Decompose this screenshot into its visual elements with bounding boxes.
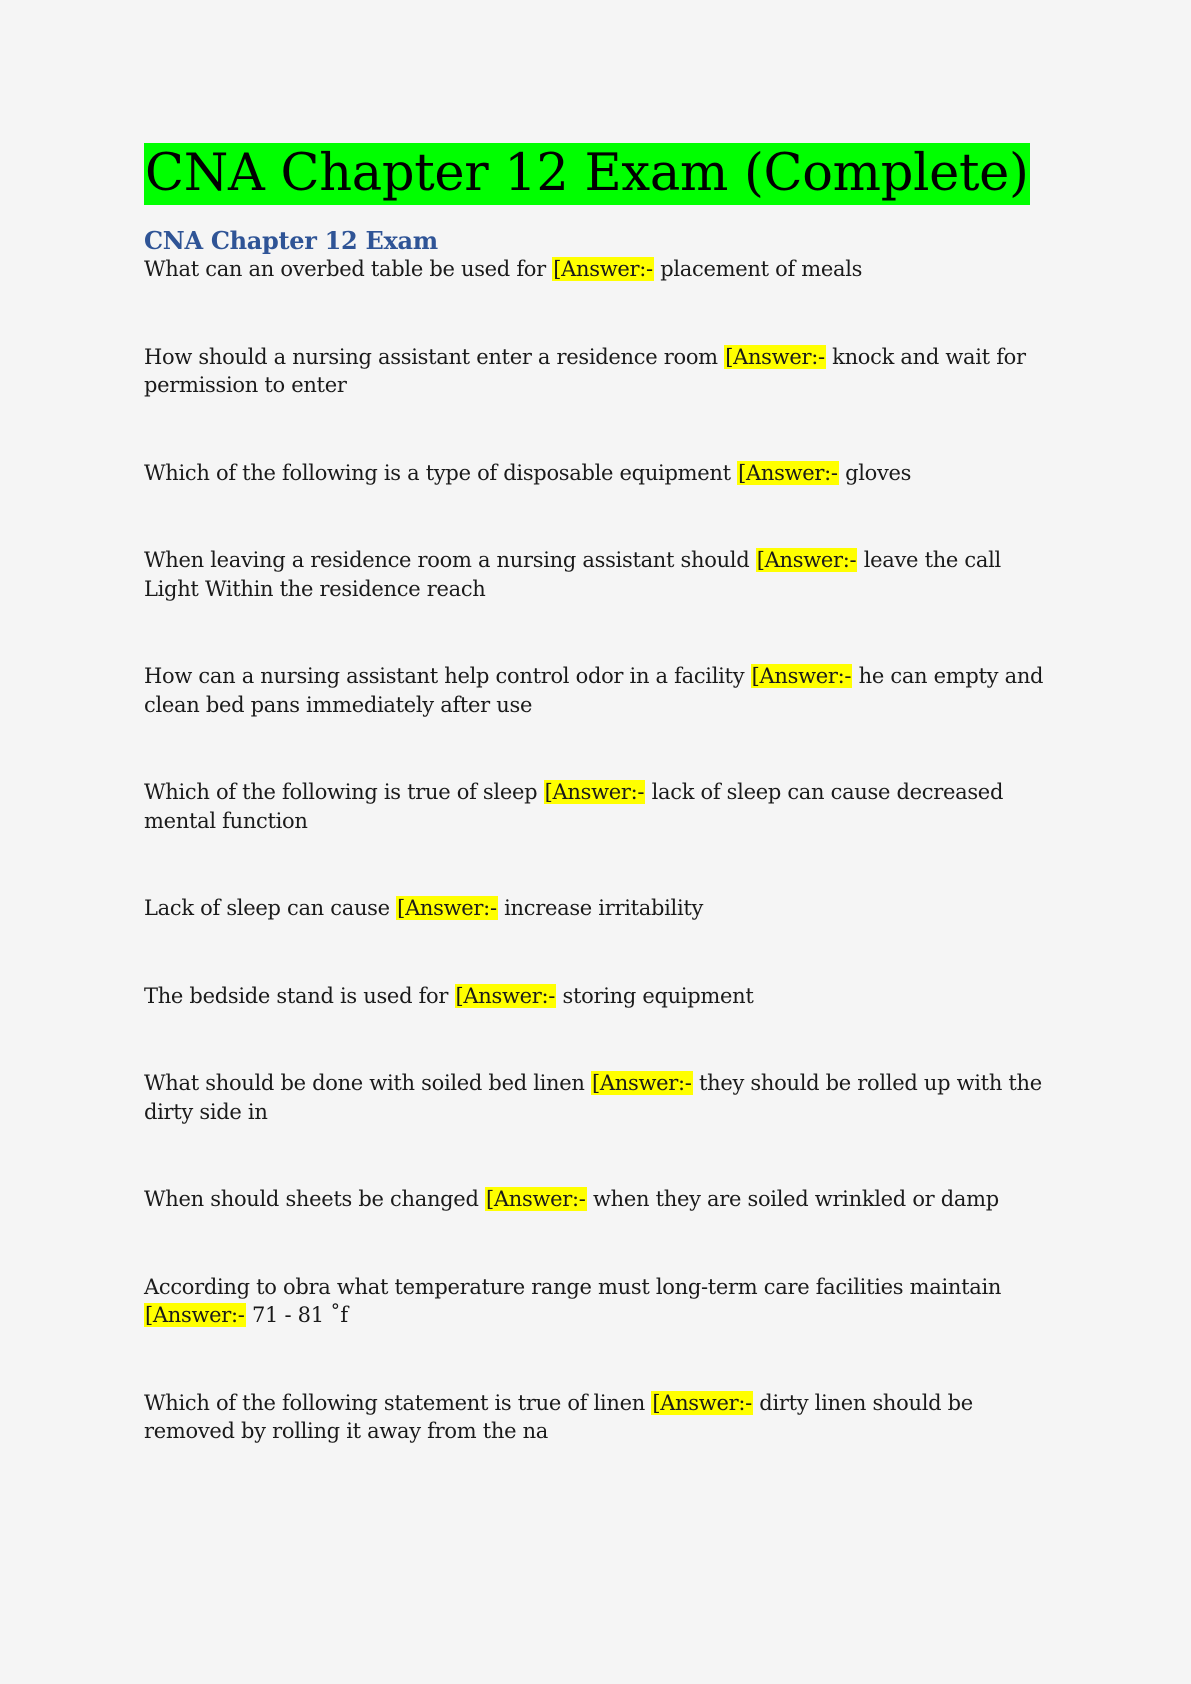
document-page [144, 143, 1044, 1505]
list-item [144, 546, 1044, 603]
answer-marker: [Answer:- [751, 664, 852, 688]
question-text: How can a nursing assistant help control odor in a facility [144, 664, 745, 688]
list-item [144, 343, 1044, 400]
answer-text: knock and wait for permission to enter [144, 344, 1026, 397]
question-text: Which of the following statement is true of linen [144, 1390, 645, 1415]
answer-text: lack of sleep can cause decreased mental function [144, 780, 1004, 833]
question-text: According to obra what temperature range must long-term care facilities maintain [144, 1274, 1002, 1299]
answer-text: he can empty and clean bed pans immediately after use [144, 664, 1044, 717]
question-text: Lack of sleep can cause [144, 896, 390, 920]
question-text: What can an overbed table be used for [144, 257, 546, 281]
answer-marker: [Answer:- [553, 257, 653, 281]
answer-text: placement of meals [660, 257, 863, 281]
question-text: When leaving a residence room a nursing assistant should [144, 548, 750, 572]
list-item [144, 1069, 1044, 1126]
list-item [144, 894, 1044, 923]
answer-text: dirty linen should be removed by rolling it away from the na [144, 1390, 973, 1443]
question-text: Which of the following is a type of disposable equipment [144, 460, 731, 485]
answer-marker: [Answer:- [145, 1303, 245, 1327]
list-item [144, 662, 1044, 719]
document-subtitle: CNA Chapter 12 Exam [144, 226, 438, 255]
answer-marker: [Answer:- [738, 460, 838, 485]
answer-marker: [Answer:- [544, 780, 645, 804]
list-item [144, 778, 1044, 835]
answer-text: 71 - 81 ˚f [251, 1303, 348, 1327]
question-text: What should be done with soiled bed linen [144, 1071, 585, 1095]
list-item [144, 255, 1044, 284]
answer-marker: [Answer:- [485, 1187, 586, 1211]
answer-marker: [Answer:- [397, 896, 497, 920]
list-item [144, 1389, 1044, 1446]
list-item [144, 1185, 1044, 1214]
answer-text: storing equipment [562, 983, 754, 1008]
answer-marker: [Answer:- [652, 1390, 752, 1415]
answer-marker: [Answer:- [756, 548, 857, 572]
answer-marker: [Answer:- [455, 983, 556, 1008]
answer-text: they should be rolled up with the dirty side in [144, 1071, 1042, 1124]
list-item [144, 459, 1044, 488]
answer-text: increase irritability [504, 896, 704, 920]
qa-list [144, 255, 1044, 1446]
list-item [144, 1273, 1044, 1330]
document-title: CNA Chapter 12 Exam (Complete) [145, 144, 1029, 203]
question-text: How should a nursing assistant enter a residence room [144, 344, 718, 369]
question-text: Which of the following is true of sleep [144, 780, 538, 804]
answer-text: leave the call Light Within the residence reach [144, 548, 1001, 601]
question-text: The bedside stand is used for [144, 983, 449, 1008]
answer-marker: [Answer:- [725, 344, 825, 369]
list-item [144, 982, 1044, 1011]
question-text: When should sheets be changed [144, 1187, 479, 1211]
answer-text: gloves [845, 460, 912, 485]
answer-text: when they are soiled wrinkled or damp [592, 1187, 999, 1211]
answer-marker: [Answer:- [592, 1071, 692, 1095]
